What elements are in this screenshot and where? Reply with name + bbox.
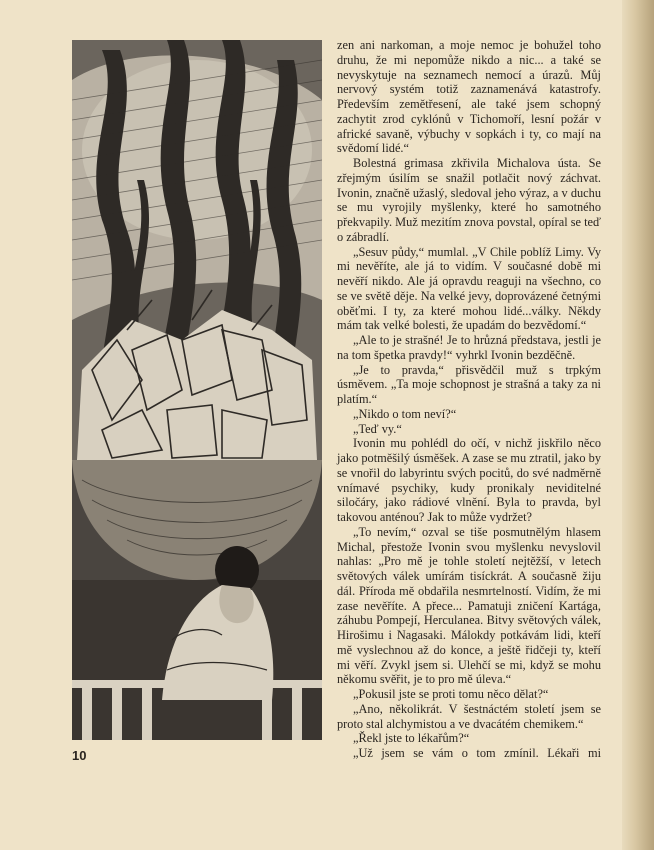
paragraph-3: „Sesuv půdy,“ mumlal. „V Chile poblíž Limy. Vy mi nevěříte, ale já to vidím. V současné době mi nevěří nikdo. Ale já opravdu reaguji na všechno, co se ve světě děje. Na velké jevy, doprovázené četnými oběťmi. I ty, za které mohou lidé...války. Někdy mám tak velké bolesti, že upadám do bezvědomí.“	[337, 244, 601, 333]
book-illustration	[72, 40, 322, 740]
paragraph-5: „Je to pravda,“ přisvědčil muž s trpkým úsměvem. „Ta moje schopnost je strašná a taky za ni platím.“	[337, 362, 601, 406]
paragraph-6: „Nikdo o tom neví?“	[353, 406, 457, 421]
paragraph-1: zen ani narkoman, a moje nemoc je bohužel toho druhu, že mi nepomůže nikdo a nic... a také se nevyskytuje na seznamech nemocí a úrazů. Můj nervový systém totiž zaznamenává katastrofy. Především zemětřesení, ale také jsem schopný zachytit zrod cyklónů v Tichomoří, lesní požár v africké savaně, výbuchy v sopkách i ty, co mají na svědomí lidé.“	[337, 38, 601, 156]
paragraph-10: „Pokusil jste se proti tomu něco dělat?“	[353, 687, 549, 701]
paragraph-7: „Teď vy.“	[353, 421, 402, 436]
paragraph-4: „Ale to je strašné! Je to hrůzná představa, jestli je na tom špetka pravdy!“ vyhrkl Ivonin bezděčně.	[337, 333, 601, 362]
article-text-column	[337, 38, 601, 761]
illustration-drawing	[72, 40, 322, 740]
paragraph-11: „Ano, několikrát. V šestnáctém století jsem se proto stal alchymistou a ve dvacátém chemikem.“	[337, 701, 601, 731]
paragraph-2: Bolestná grimasa zkřivila Michalova ústa. Se zřejmým úsilím se snažil potlačit nový záchvat. Ivonin, značně užaslý, sledoval jeho výraz, a v duchu se mu vyrojily myšlenky, které ho samotného překvapily. Muž mezitím znova povstal, opíral se teď o zábradlí.	[337, 156, 601, 244]
paragraph-13: „Už jsem se vám o tom zmínil. Lékaři mi	[353, 746, 601, 760]
page-number: 10	[72, 748, 87, 763]
paragraph-8: Ivonin mu pohlédl do očí, v nichž jiskřilo něco jako potměšilý úsměšek. A zase se mu ztratil, jako by se vnořil do labyrintu svých pocitů, do své nadměrně vnímavé psychiky, kudy pronikaly neviditelné siločáry, jako rádiové vlnění. Byla to pravda, byl takovou anténou? Jak to může vydržet?	[337, 436, 601, 524]
page-edge-shadow	[622, 0, 654, 850]
paragraph-9: „To nevím,“ ozval se tiše posmutnělým hlasem Michal, přestože Ivonin svou myšlenku nevyslovil nahlas: „Pro mě je tohle století nejtěžší, v letech světových válek umírám tisíckrát. A současně žiju dál. Příroda mě obdařila nesmrtelností. Vidím, že mi zase nevěříte. A přece... Pamatuji zničení Kartága, záhubu Pompejí, Herculanea. Bitvy světových válek, Hirošimu i Nagasaki. Málokdy potkávám lidi, kteří mě vyslechnou až do konce, a ještě řidčeji ty, kteří mi věří. Zvykl jsem si. Ulehčí se mi, když se mohu někomu svěřit, je to pro mě úleva.“	[337, 524, 601, 687]
paragraph-12: „Řekl jste to lékařům?“	[353, 731, 470, 746]
